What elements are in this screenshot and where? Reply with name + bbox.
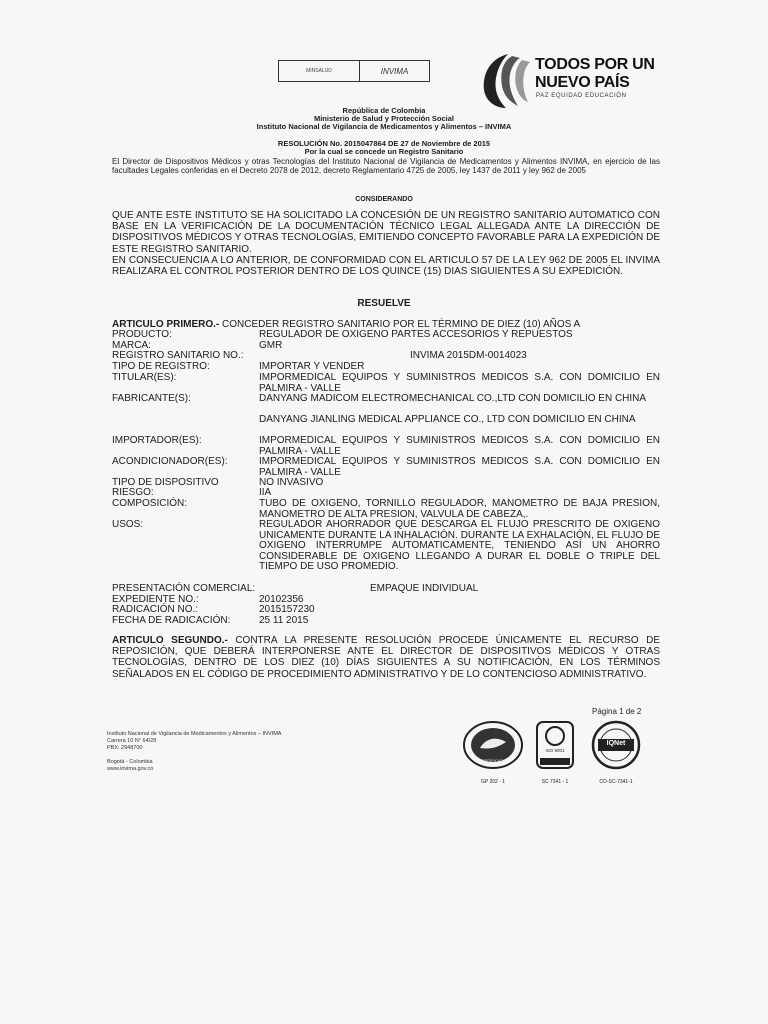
resolution-subtitle: Por la cual se concede un Registro Sanitario [304, 147, 464, 156]
colombia-flag-icon [478, 50, 534, 110]
brand-line-2: NUEVO PAÍS [535, 74, 630, 91]
field-value: EMPAQUE INDIVIDUAL [370, 583, 479, 594]
articulo-segundo-text: CONTRA LA PRESENTE RESOLUCIÓN PROCEDE ÚNICAMENTE EL RECURSO DE REPOSICIÓN, QUE DEBERÁ INTERPONERSE ANTE EL DIRECTOR DE DISPOSITIVOS MÉDICOS Y OTRAS TECNOLOGÍAS, DENTRO DE LOS DIEZ (10) DÍAS SIGUIENTES A SU NOTIFICACIÓN, EN LOS TÉRMINOS SEÑALADOS EN EL CÓDIGO DE PROCEDIMIENTO ADMINISTRATIVO Y DE LO CONTENCIOSO ADMINISTRATIVO. [112, 635, 660, 680]
resolution-number: RESOLUCIÓN No. 2015047864 DE 27 de Noviembre de 2015 [277, 139, 491, 148]
footer-address [107, 731, 281, 773]
field-value: 20102356 [259, 594, 304, 605]
footer-line-3: PBX: 2948700 [107, 745, 143, 751]
cert-gp [462, 720, 524, 785]
field-label: PRESENTACIÓN COMERCIAL: [112, 583, 256, 594]
cert-iso-badge: ISO 9001 [545, 748, 565, 753]
stamp-right-text: INVIMA [359, 61, 429, 81]
brand-logo [478, 50, 668, 110]
field-value: NO INVASIVO [259, 477, 324, 488]
field-value: REGULADOR AHORRADOR QUE DESCARGA EL FLUJO PRESCRITO DE OXIGENO UNICAMENTE DURANTE LA INHALACIÓN. DURANTE LA EXHALACIÓN, EL FLUJO DE OXIGENO INTERRUMPE AUTOMATICAMENTE, TENIENDO ASÍ UN AHORRO CONSIDERABLE DE OXIGENO LLEGANDO A DURAR EL DOBLE O TRIPLE DEL TIEMPO DE USO PROMEDIO. [259, 519, 660, 573]
field-value: IMPORMEDICAL EQUIPOS Y SUMINISTROS MEDICOS S.A. CON DOMICILIO EN PALMIRA - VALLE [259, 456, 660, 478]
cert-gp-code: GP 202 - 1 [480, 779, 506, 785]
footer-line-5: www.invima.gov.co [107, 766, 154, 772]
field-label: FABRICANTE(S): [112, 393, 191, 404]
iso-seal-icon [534, 720, 576, 770]
consecuencia-paragraph: EN CONSECUENCIA A LO ANTERIOR, DE CONFORMIDAD CON EL ARTICULO 57 DE LA LEY 962 DE 2005 EL INVIMA REALIZARA EL CONTROL POSTERIOR DENTRO DE LOS QUINCE (15) DIAS SIGUIENTES A SU EXPEDICIÓN. [112, 255, 660, 278]
field-label: TIPO DE REGISTRO: [112, 361, 210, 372]
header-ministerio: Ministerio de Salud y Protección Social [313, 114, 455, 123]
resuelve-heading: RESUELVE [357, 298, 411, 309]
field-value: GMR [259, 340, 283, 351]
field-value: 25 11 2015 [259, 615, 309, 626]
header-republica: República de Colombia [342, 106, 426, 115]
header-instituto: Instituto Nacional de Vigilancia de Medicamentos y Alimentos – INVIMA [256, 122, 512, 131]
field-label: MARCA: [112, 340, 151, 351]
field-value: IMPORTAR Y VENDER [259, 361, 365, 372]
field-value: IMPORMEDICAL EQUIPOS Y SUMINISTROS MEDICOS S.A. CON DOMICILIO EN PALMIRA - VALLE [259, 372, 660, 394]
cert-iqnet-code: CO-SC-7341-1 [599, 779, 633, 785]
cert-iqnet-badge: IQNet [606, 740, 626, 747]
field-label: USOS: [112, 519, 144, 530]
field-label: EXPEDIENTE NO.: [112, 594, 199, 605]
field-value: DANYANG MADICOM ELECTROMECHANICAL CO.,LTD CON DOMICILIO EN CHINA [259, 393, 647, 404]
field-label: TITULAR(ES): [112, 372, 177, 383]
cert-iqnet [588, 720, 644, 785]
brand-line-1: TODOS POR UN [535, 56, 655, 73]
brand-tagline: PAZ EQUIDAD EDUCACIÓN [536, 93, 627, 99]
filing-stamp [278, 60, 430, 82]
cert-iso-code: SC 7341 - 1 [541, 779, 569, 785]
field-value: TUBO DE OXIGENO, TORNILLO REGULADOR, MANOMETRO DE BAJA PRESION, MANOMETRO DE ALTA PRESION, VALVULA DE CABEZA,. [259, 498, 660, 520]
field-label: PRODUCTO: [112, 329, 172, 340]
field-value: INVIMA 2015DM-0014023 [410, 350, 527, 361]
intro-paragraph: El Director de Dispositivos Médicos y otras Tecnologías del Instituto Nacional de Vigilancia de Medicamentos y Alimentos INVIMA, en ejercicio de las facultades Legales conferidas en el Decreto 2078 de 2012, decreto Reglamentario 4725 de 2005, ley 1437 de 2011 y ley 962 de 2005 [112, 157, 660, 175]
considerando-paragraph: QUE ANTE ESTE INSTITUTO SE HA SOLICITADO LA CONCESIÓN DE UN REGISTRO SANITARIO AUTOMATICO CON BASE EN LA VERIFICACIÓN DE LA DOCUMENTACIÓN TÉCNICO LEGAL ALLEGADA ANTE LA DIRECCIÓN DE DISPOSITIVOS MÉDICOS Y OTRAS TECNOLOGÍAS, EMITIENDO CONCEPTO FAVORABLE PARA LA EXPEDICIÓN DE ESTE REGISTRO SANITARIO. [112, 210, 660, 255]
articulo-primero-text: CONCEDER REGISTRO SANITARIO POR EL TÉRMINO DE DIEZ (10) AÑOS A [219, 319, 581, 330]
field-label: RADICACIÓN NO.: [112, 604, 199, 615]
field-value: IIA [259, 487, 272, 498]
field-label: COMPOSICIÓN: [112, 498, 188, 509]
field-label: RIESGO: [112, 487, 154, 498]
footer-line-1: Instituto Nacional de Vigilancia de Medicamentos y Alimentos – INVIMA [107, 731, 282, 737]
cert-gp-badge: CERTIFICADO [479, 758, 507, 763]
field-value: IMPORMEDICAL EQUIPOS Y SUMINISTROS MEDICOS S.A. CON DOMICILIO EN PALMIRA - VALLE [259, 435, 660, 457]
page-number: Página 1 de 2 [592, 707, 642, 716]
field-value: 2015157230 [259, 604, 315, 615]
cert-iso [534, 720, 576, 785]
footer-line-4: Bogotá - Colombia [107, 759, 153, 765]
considerando-heading: CONSIDERANDO [355, 196, 413, 203]
field-label: FECHA DE RADICACIÓN: [112, 615, 231, 626]
field-label: REGISTRO SANITARIO NO.: [112, 350, 244, 361]
field-value: DANYANG JIANLING MEDICAL APPLIANCE CO., LTD CON DOMICILIO EN CHINA [259, 414, 636, 425]
footer-line-2: Carrera 10 N° 64/28 [107, 738, 157, 744]
field-value: REGULADOR DE OXIGENO PARTES ACCESORIOS Y REPUESTOS [259, 329, 573, 340]
articulo-segundo-label: ARTICULO SEGUNDO.- [112, 635, 228, 646]
articulo-primero-label: ARTICULO PRIMERO.- [112, 319, 220, 330]
stamp-left-text: MINSALUD [306, 68, 332, 74]
field-label: ACONDICIONADOR(ES): [112, 456, 228, 467]
articulo-segundo [112, 635, 660, 680]
field-label: IMPORTADOR(ES): [112, 435, 202, 446]
field-label: TIPO DE DISPOSITIVO [112, 477, 219, 488]
